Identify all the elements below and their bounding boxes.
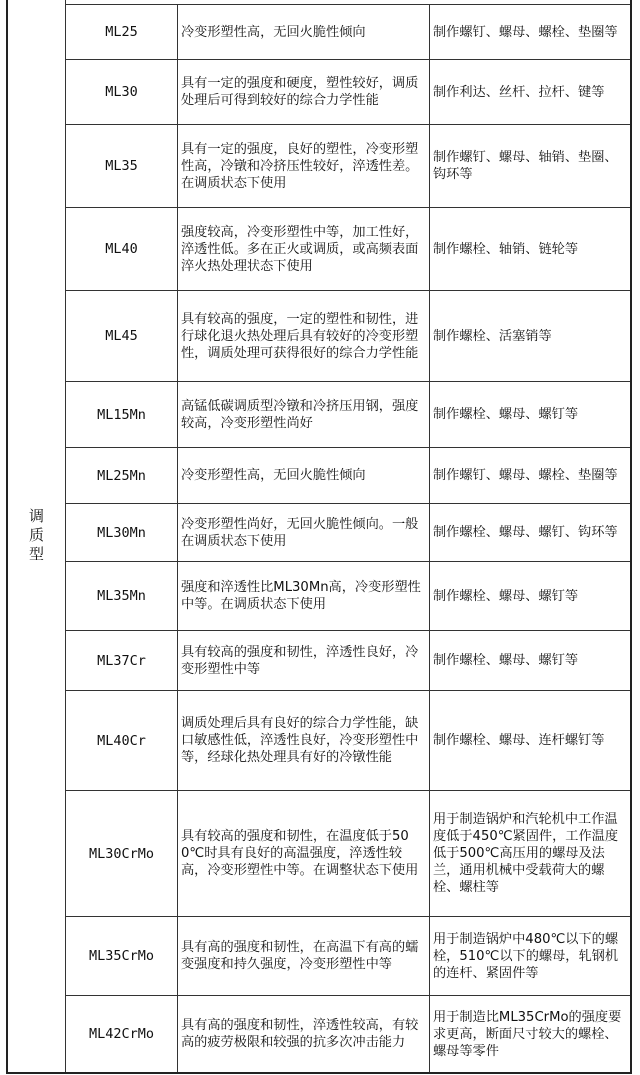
property-text: 强度较高，冷变形塑性中等，加工性好，淬透性低。多在正火或调质，或高频表面淬火热处理状态下使用 xyxy=(181,224,419,274)
table-row xyxy=(66,995,630,1072)
grade-cell: ML42CrMo xyxy=(66,996,178,1072)
use-text: 制作螺栓、螺母、螺钉等 xyxy=(433,653,579,668)
use-cell xyxy=(430,60,630,124)
grade-cell: ML30Mn xyxy=(66,504,178,561)
property-text: 高锰低碳调质型冷镦和冷挤压用钢，强度较高，冷变形塑性尚好 xyxy=(181,398,419,431)
table-row xyxy=(66,207,630,290)
property-text: 具有高的强度和韧性，在高温下有高的蠕变强度和持久强度，冷变形塑性中等 xyxy=(181,940,419,972)
grade-cell: ML30 xyxy=(66,60,178,124)
grade-cell: ML30CrMo xyxy=(66,791,178,916)
property-text: 调质处理后具有良好的综合力学性能，缺口敏感性低，淬透性良好，冷变形塑性中等，经球化热处理具有好的冷镦性能 xyxy=(181,716,419,765)
use-text: 制作螺钉、螺母、螺栓、垫圈等 xyxy=(433,468,618,483)
property-cell xyxy=(178,5,430,59)
grade-cell: ML40Cr xyxy=(66,691,178,790)
table-row xyxy=(66,447,630,503)
use-text: 用于制造比ML35CrMo的强度要求更高，断面尺寸较大的螺栓、螺母等零件 xyxy=(433,1009,622,1059)
property-cell xyxy=(178,504,430,561)
use-text: 制作螺钉、螺母、螺栓、垫圈等 xyxy=(433,24,618,40)
property-cell xyxy=(178,562,430,630)
grade-cell: ML25Mn xyxy=(66,448,178,503)
property-cell xyxy=(178,791,430,916)
table-row xyxy=(66,290,630,381)
use-cell xyxy=(430,448,630,503)
property-cell xyxy=(178,125,430,207)
table-row xyxy=(66,503,630,561)
use-text: 用于制造锅炉中480℃以下的螺栓，510℃以下的螺母，轧钢机的连杆、紧固件等 xyxy=(433,931,619,981)
use-cell xyxy=(430,631,630,690)
use-text: 用于制造锅炉和汽轮机中工作温度低于450℃紧固件，工作温度低于500℃高压用的螺母及法兰，通用机械中受载荷大的螺栓、螺柱等 xyxy=(433,812,619,895)
category-label: 调质型 xyxy=(27,507,45,565)
property-cell xyxy=(178,448,430,503)
use-text: 制作螺栓、活塞销等 xyxy=(433,328,552,344)
table-row xyxy=(66,4,630,59)
grade-cell: ML25 xyxy=(66,5,178,59)
property-cell xyxy=(178,60,430,124)
use-cell xyxy=(430,562,630,630)
use-cell xyxy=(430,382,630,447)
grade-cell: ML45 xyxy=(66,291,178,381)
property-text: 冷变形塑性尚好，无回火脆性倾向。一般在调质状态下使用 xyxy=(181,516,419,549)
category-cell xyxy=(8,0,66,1072)
table-row xyxy=(66,124,630,207)
use-text: 制作螺栓、螺母、连杆螺钉等 xyxy=(433,733,605,748)
use-text: 制作螺栓、螺母、螺钉、钩环等 xyxy=(433,525,618,540)
property-cell xyxy=(178,208,430,290)
grade-cell: ML35CrMo xyxy=(66,917,178,995)
property-text: 具有较高的强度和韧性，在温度低于500℃时具有良好的高温强度，淬透性较高，冷变形塑性中等。在调整状态下使用 xyxy=(181,829,419,878)
property-text: 具有一定的强度，良好的塑性，冷变形塑性高，冷镦和冷挤压性较好，淬透性差。在调质状态下使用 xyxy=(181,141,419,191)
property-cell xyxy=(178,291,430,381)
use-cell xyxy=(430,917,630,995)
steel-grade-table xyxy=(6,0,632,1074)
use-text: 制作螺栓、轴销、链轮等 xyxy=(433,241,579,257)
use-cell xyxy=(430,291,630,381)
use-cell xyxy=(430,791,630,916)
property-text: 具有较高的强度，一定的塑性和韧性，进行球化退火热处理后具有较好的冷变形塑性，调质处理可获得很好的综合力学性能 xyxy=(181,311,419,361)
use-text: 制作螺栓、螺母、螺钉等 xyxy=(433,588,579,604)
grade-cell: ML15Mn xyxy=(66,382,178,447)
table-row xyxy=(66,59,630,124)
table-row xyxy=(66,561,630,630)
property-cell xyxy=(178,917,430,995)
grade-cell: ML40 xyxy=(66,208,178,290)
use-text: 制作螺栓、螺母、螺钉等 xyxy=(433,407,579,422)
property-text: 具有高的强度和韧性，淬透性较高，有较高的疲劳极限和较强的抗多次冲击能力 xyxy=(181,1018,419,1050)
use-text: 制作利达、丝杆、拉杆、键等 xyxy=(433,84,605,100)
grade-cell: ML35Mn xyxy=(66,562,178,630)
property-cell xyxy=(178,691,430,790)
use-cell xyxy=(430,125,630,207)
property-text: 冷变形塑性高，无回火脆性倾向 xyxy=(181,24,366,40)
grade-cell: ML35 xyxy=(66,125,178,207)
table-row xyxy=(66,381,630,447)
property-cell xyxy=(178,382,430,447)
property-text: 强度和淬透性比ML30Mn高，冷变形塑性中等。在调质状态下使用 xyxy=(181,580,421,612)
table-row xyxy=(66,916,630,995)
use-text: 制作螺钉、螺母、轴销、垫圈、钩环等 xyxy=(433,150,618,182)
table-row xyxy=(66,790,630,916)
use-cell xyxy=(430,208,630,290)
use-cell xyxy=(430,504,630,561)
table-row xyxy=(66,630,630,690)
use-cell xyxy=(430,996,630,1072)
property-text: 具有一定的强度和硬度，塑性较好，调质处理后可得到较好的综合力学性能 xyxy=(181,76,419,108)
property-cell xyxy=(178,631,430,690)
property-cell xyxy=(178,996,430,1072)
use-cell xyxy=(430,691,630,790)
property-text: 冷变形塑性高，无回火脆性倾向 xyxy=(181,468,366,483)
table-row xyxy=(66,690,630,790)
property-text: 具有较高的强度和韧性，淬透性良好，冷变形塑性中等 xyxy=(181,644,419,677)
use-cell xyxy=(430,5,630,59)
grade-cell: ML37Cr xyxy=(66,631,178,690)
